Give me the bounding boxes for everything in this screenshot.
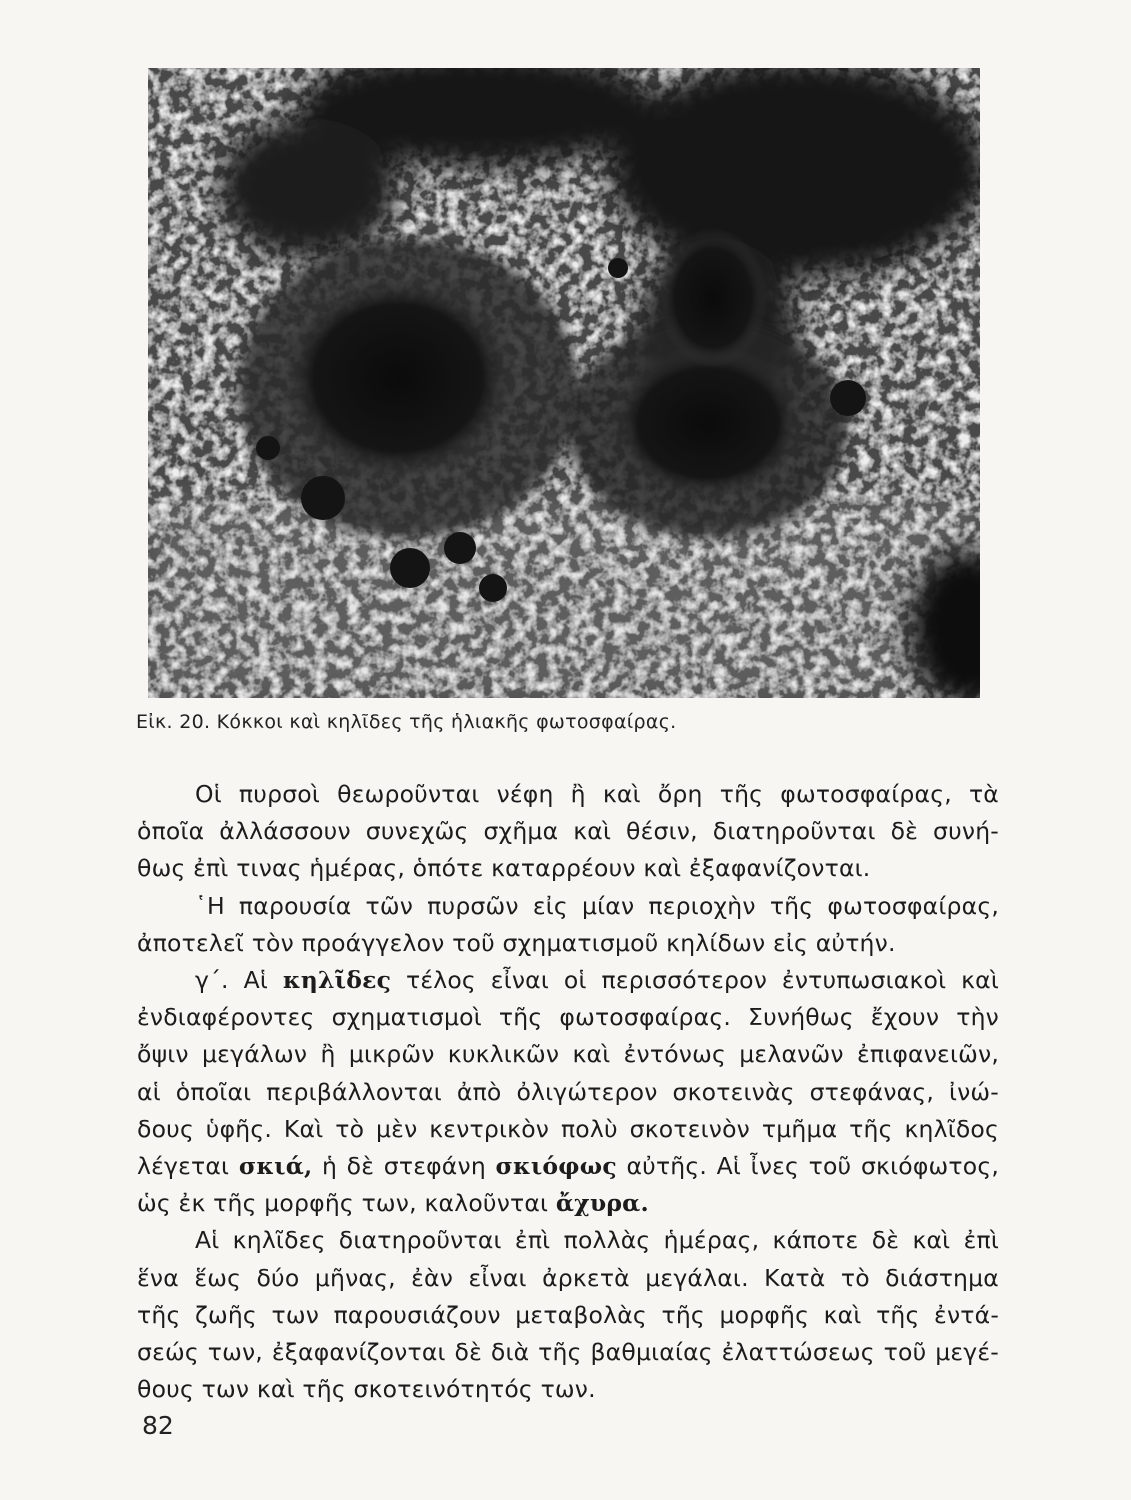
text-line: δους ὑφῆς. Καὶ τὸ μὲν κεντρικὸν πολὺ σκοτεινὸν τμῆμα τῆς κηλῖδος xyxy=(137,1114,999,1143)
text-run: λέγεται xyxy=(137,1152,239,1181)
paragraph-2 xyxy=(137,888,999,962)
text-line: τῆς ζωῆς των παρουσιάζουν μεταβολὰς τῆς μορφῆς καὶ τῆς ἐντά- xyxy=(137,1300,999,1329)
paragraph-1 xyxy=(137,776,999,888)
paragraph-3 xyxy=(137,962,999,1222)
text-line: ἐνδιαφέροντες σχηματισμοὶ τῆς φωτοσφαίρας. Συνήθως ἔχουν τὴν xyxy=(137,1003,999,1032)
text-run: αὐτῆς. Αἱ ἶνες τοῦ σκιόφωτος, xyxy=(616,1152,999,1181)
text-line: ἕνα ἕως δύο μῆνας, ἐὰν εἶναι ἀρκετὰ μεγάλαι. Κατὰ τὸ διάστημα xyxy=(137,1263,999,1292)
figure-caption: Εἰκ. 20. Κόκκοι καὶ κηλῖδες τῆς ἡλιακῆς φωτοσφαίρας. xyxy=(136,711,677,733)
text-line: θως ἐπὶ τινας ἡμέρας, ὁπότε καταρρέουν καὶ ἐξαφανίζονται. xyxy=(137,854,871,883)
text-run: ὡς ἐκ τῆς μορφῆς των, καλοῦνται xyxy=(137,1189,556,1218)
term-achyra: ἄχυρα. xyxy=(555,1189,649,1218)
text-line: σεώς των, ἐξαφανίζονται δὲ διὰ τῆς βαθμιαίας ἐλαττώσεως τοῦ μεγέ- xyxy=(137,1338,999,1367)
text-run: γ΄. Αἱ xyxy=(195,966,283,995)
page-number: 82 xyxy=(142,1411,174,1440)
text-line: Οἱ πυρσοὶ θεωροῦνται νέφη ἢ καὶ ὄρη τῆς φωτοσφαίρας, τὰ xyxy=(195,780,999,808)
term-skiofos: σκιόφως xyxy=(495,1152,617,1181)
text-line: ῾Η παρουσία τῶν πυρσῶν εἰς μίαν περιοχὴν τῆς φωτοσφαίρας, xyxy=(195,891,999,920)
text-line xyxy=(137,962,999,999)
paragraph-4 xyxy=(137,1222,999,1408)
text-line: ὁποῖα ἀλλάσσουν συνεχῶς σχῆμα καὶ θέσιν, διατηροῦνται δὲ συνή- xyxy=(137,817,999,846)
text-line: θους των καὶ τῆς σκοτεινότητός των. xyxy=(137,1375,596,1404)
term-skia: σκιά, xyxy=(238,1152,313,1181)
text-run: ἡ δὲ στεφάνη xyxy=(312,1152,496,1181)
text-line: ἀποτελεῖ τὸν προάγγελον τοῦ σχηματισμοῦ κηλίδων εἰς αὐτήν. xyxy=(137,928,896,957)
body-text xyxy=(137,776,999,1408)
text-line: ὄψιν μεγάλων ἢ μικρῶν κυκλικῶν καὶ ἐντόνως μελανῶν ἐπιφανειῶν, xyxy=(137,1040,999,1069)
text-line xyxy=(137,1185,999,1222)
term-kelides: κηλῖδες xyxy=(282,966,392,995)
text-line xyxy=(137,1148,999,1185)
text-run: τέλος εἶναι οἱ περισσότερον ἐντυπωσιακοὶ καὶ xyxy=(391,966,1000,995)
text-line: αἱ ὁποῖαι περιβάλλονται ἀπὸ ὀλιγώτερον σκοτεινὰς στεφάνας, ἰνώ- xyxy=(137,1077,999,1106)
sunspot-photograph xyxy=(148,68,980,698)
text-line: Αἱ κηλῖδες διατηροῦνται ἐπὶ πολλὰς ἡμέρας, κάποτε δὲ καὶ ἐπὶ xyxy=(195,1226,999,1255)
